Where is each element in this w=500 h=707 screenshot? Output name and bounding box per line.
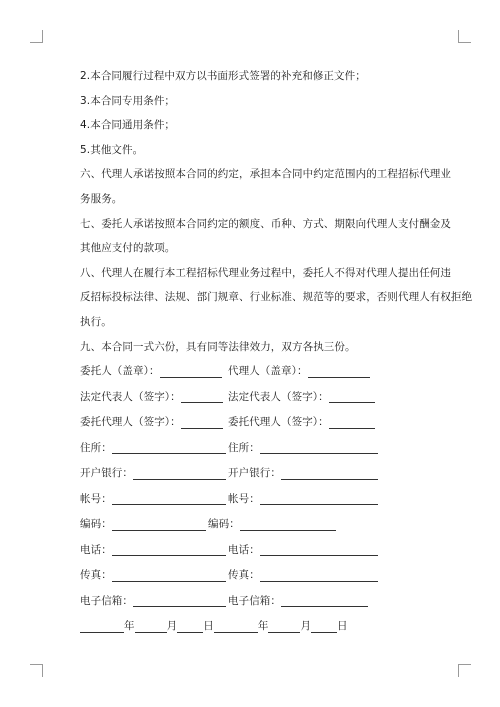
clause-7-line-2: 其他应支付的款项。 (80, 242, 176, 255)
clause-7-line-1: 七、委托人承诺按照本合同约定的额度、币种、方式、期限向代理人支付酬金及 (80, 217, 451, 230)
signature-row-seal (80, 359, 380, 385)
principal-month-blank[interactable] (135, 621, 167, 633)
principal-day-label: 日 (203, 620, 214, 633)
principal-legal-rep-blank[interactable] (181, 391, 223, 403)
principal-bank-label: 开户银行： (80, 467, 133, 480)
crop-mark-top-left (30, 30, 43, 43)
clause-8-line-3: 执行。 (80, 315, 112, 328)
agent-address-blank[interactable] (260, 442, 378, 454)
agent-legal-rep-label: 法定代表人（签字）： (228, 390, 329, 403)
principal-bank-blank[interactable] (133, 468, 226, 480)
principal-fax-label: 传真： (80, 569, 112, 582)
signature-row-phone (80, 538, 380, 564)
agent-fax-label: 传真： (228, 569, 260, 582)
agent-phone-label: 电话： (228, 543, 260, 556)
agent-day-label: 日 (337, 620, 348, 633)
principal-authorized-rep-blank[interactable] (181, 417, 223, 429)
agent-bank-blank[interactable] (281, 468, 378, 480)
agent-postcode-blank[interactable] (240, 519, 336, 531)
principal-account-blank[interactable] (112, 493, 226, 505)
agent-day-blank[interactable] (311, 621, 337, 633)
principal-seal-label: 委托人（盖章）： (80, 365, 160, 378)
principal-month-label: 月 (166, 620, 178, 633)
signature-row-account (80, 487, 380, 513)
item-5: 5.其他文件。 (80, 143, 144, 156)
item-2: 2.本合同履行过程中双方以书面形式签署的补充和修正文件； (80, 70, 366, 82)
principal-postcode-label: 编码： (80, 518, 112, 531)
item-3: 3.本合同专用条件； (80, 94, 176, 107)
signature-row-bank (80, 461, 380, 487)
agent-authorized-rep-blank[interactable] (329, 417, 375, 429)
principal-day-blank[interactable] (177, 621, 203, 633)
principal-phone-blank[interactable] (112, 544, 226, 556)
agent-fax-blank[interactable] (260, 570, 378, 582)
agent-seal-label: 代理人（盖章）： (228, 365, 308, 378)
agent-month-blank[interactable] (268, 621, 300, 633)
crop-mark-bottom-left (30, 664, 43, 677)
principal-legal-rep-label: 法定代表人（签字）： (80, 390, 181, 403)
principal-year-blank[interactable] (80, 621, 124, 633)
principal-email-blank[interactable] (133, 595, 226, 607)
clause-8-line-2: 反招标投标法律、法规、部门规章、行业标准、规范等的要求，否则代理人有权拒绝 (80, 291, 473, 304)
item-4: 4.本合同通用条件； (80, 119, 176, 132)
signature-row-authorized-rep (80, 410, 380, 436)
principal-email-label: 电子信箱： (80, 594, 133, 607)
agent-postcode-label: 编码： (208, 518, 240, 531)
signature-row-postcode (80, 512, 380, 538)
clause-8-line-1: 八、代理人在履行本工程招标代理业务过程中，委托人不得对代理人提出任何违 (80, 266, 451, 279)
document-body (80, 64, 473, 639)
agent-legal-rep-blank[interactable] (329, 391, 375, 403)
clause-6-line-2: 务服务。 (80, 192, 123, 205)
crop-mark-bottom-right (458, 664, 471, 677)
principal-postcode-blank[interactable] (112, 519, 206, 531)
agent-email-label: 电子信箱： (228, 594, 281, 607)
agent-address-label: 住所： (228, 441, 260, 454)
agent-account-blank[interactable] (260, 493, 378, 505)
principal-address-label: 住所： (80, 441, 112, 454)
agent-account-label: 帐号： (228, 492, 260, 505)
signature-row-legal-rep (80, 385, 380, 411)
principal-address-blank[interactable] (112, 442, 226, 454)
agent-seal-blank[interactable] (308, 366, 370, 378)
principal-seal-blank[interactable] (160, 366, 222, 378)
agent-year-blank[interactable] (214, 621, 258, 633)
agent-year-label: 年 (257, 620, 269, 633)
signature-row-email (80, 589, 380, 615)
clause-9: 九、本合同一式六份，具有同等法律效力，双方各执三份。 (80, 340, 356, 353)
signature-row-address (80, 436, 380, 462)
agent-bank-label: 开户银行： (228, 467, 281, 480)
principal-year-label: 年 (124, 620, 135, 633)
signature-row-fax (80, 563, 380, 589)
principal-account-label: 帐号： (80, 492, 112, 505)
agent-authorized-rep-label: 委托代理人（签字）： (228, 416, 329, 429)
agent-month-label: 月 (300, 620, 312, 633)
crop-mark-top-right (458, 30, 471, 43)
date-row (80, 614, 380, 639)
principal-phone-label: 电话： (80, 543, 112, 556)
principal-fax-blank[interactable] (112, 570, 226, 582)
principal-authorized-rep-label: 委托代理人（签字）： (80, 416, 181, 429)
agent-email-blank[interactable] (281, 595, 368, 607)
agent-phone-blank[interactable] (260, 544, 378, 556)
clause-6-line-1: 六、代理人承诺按照本合同的约定，承担本合同中约定范围内的工程招标代理业 (80, 168, 451, 181)
